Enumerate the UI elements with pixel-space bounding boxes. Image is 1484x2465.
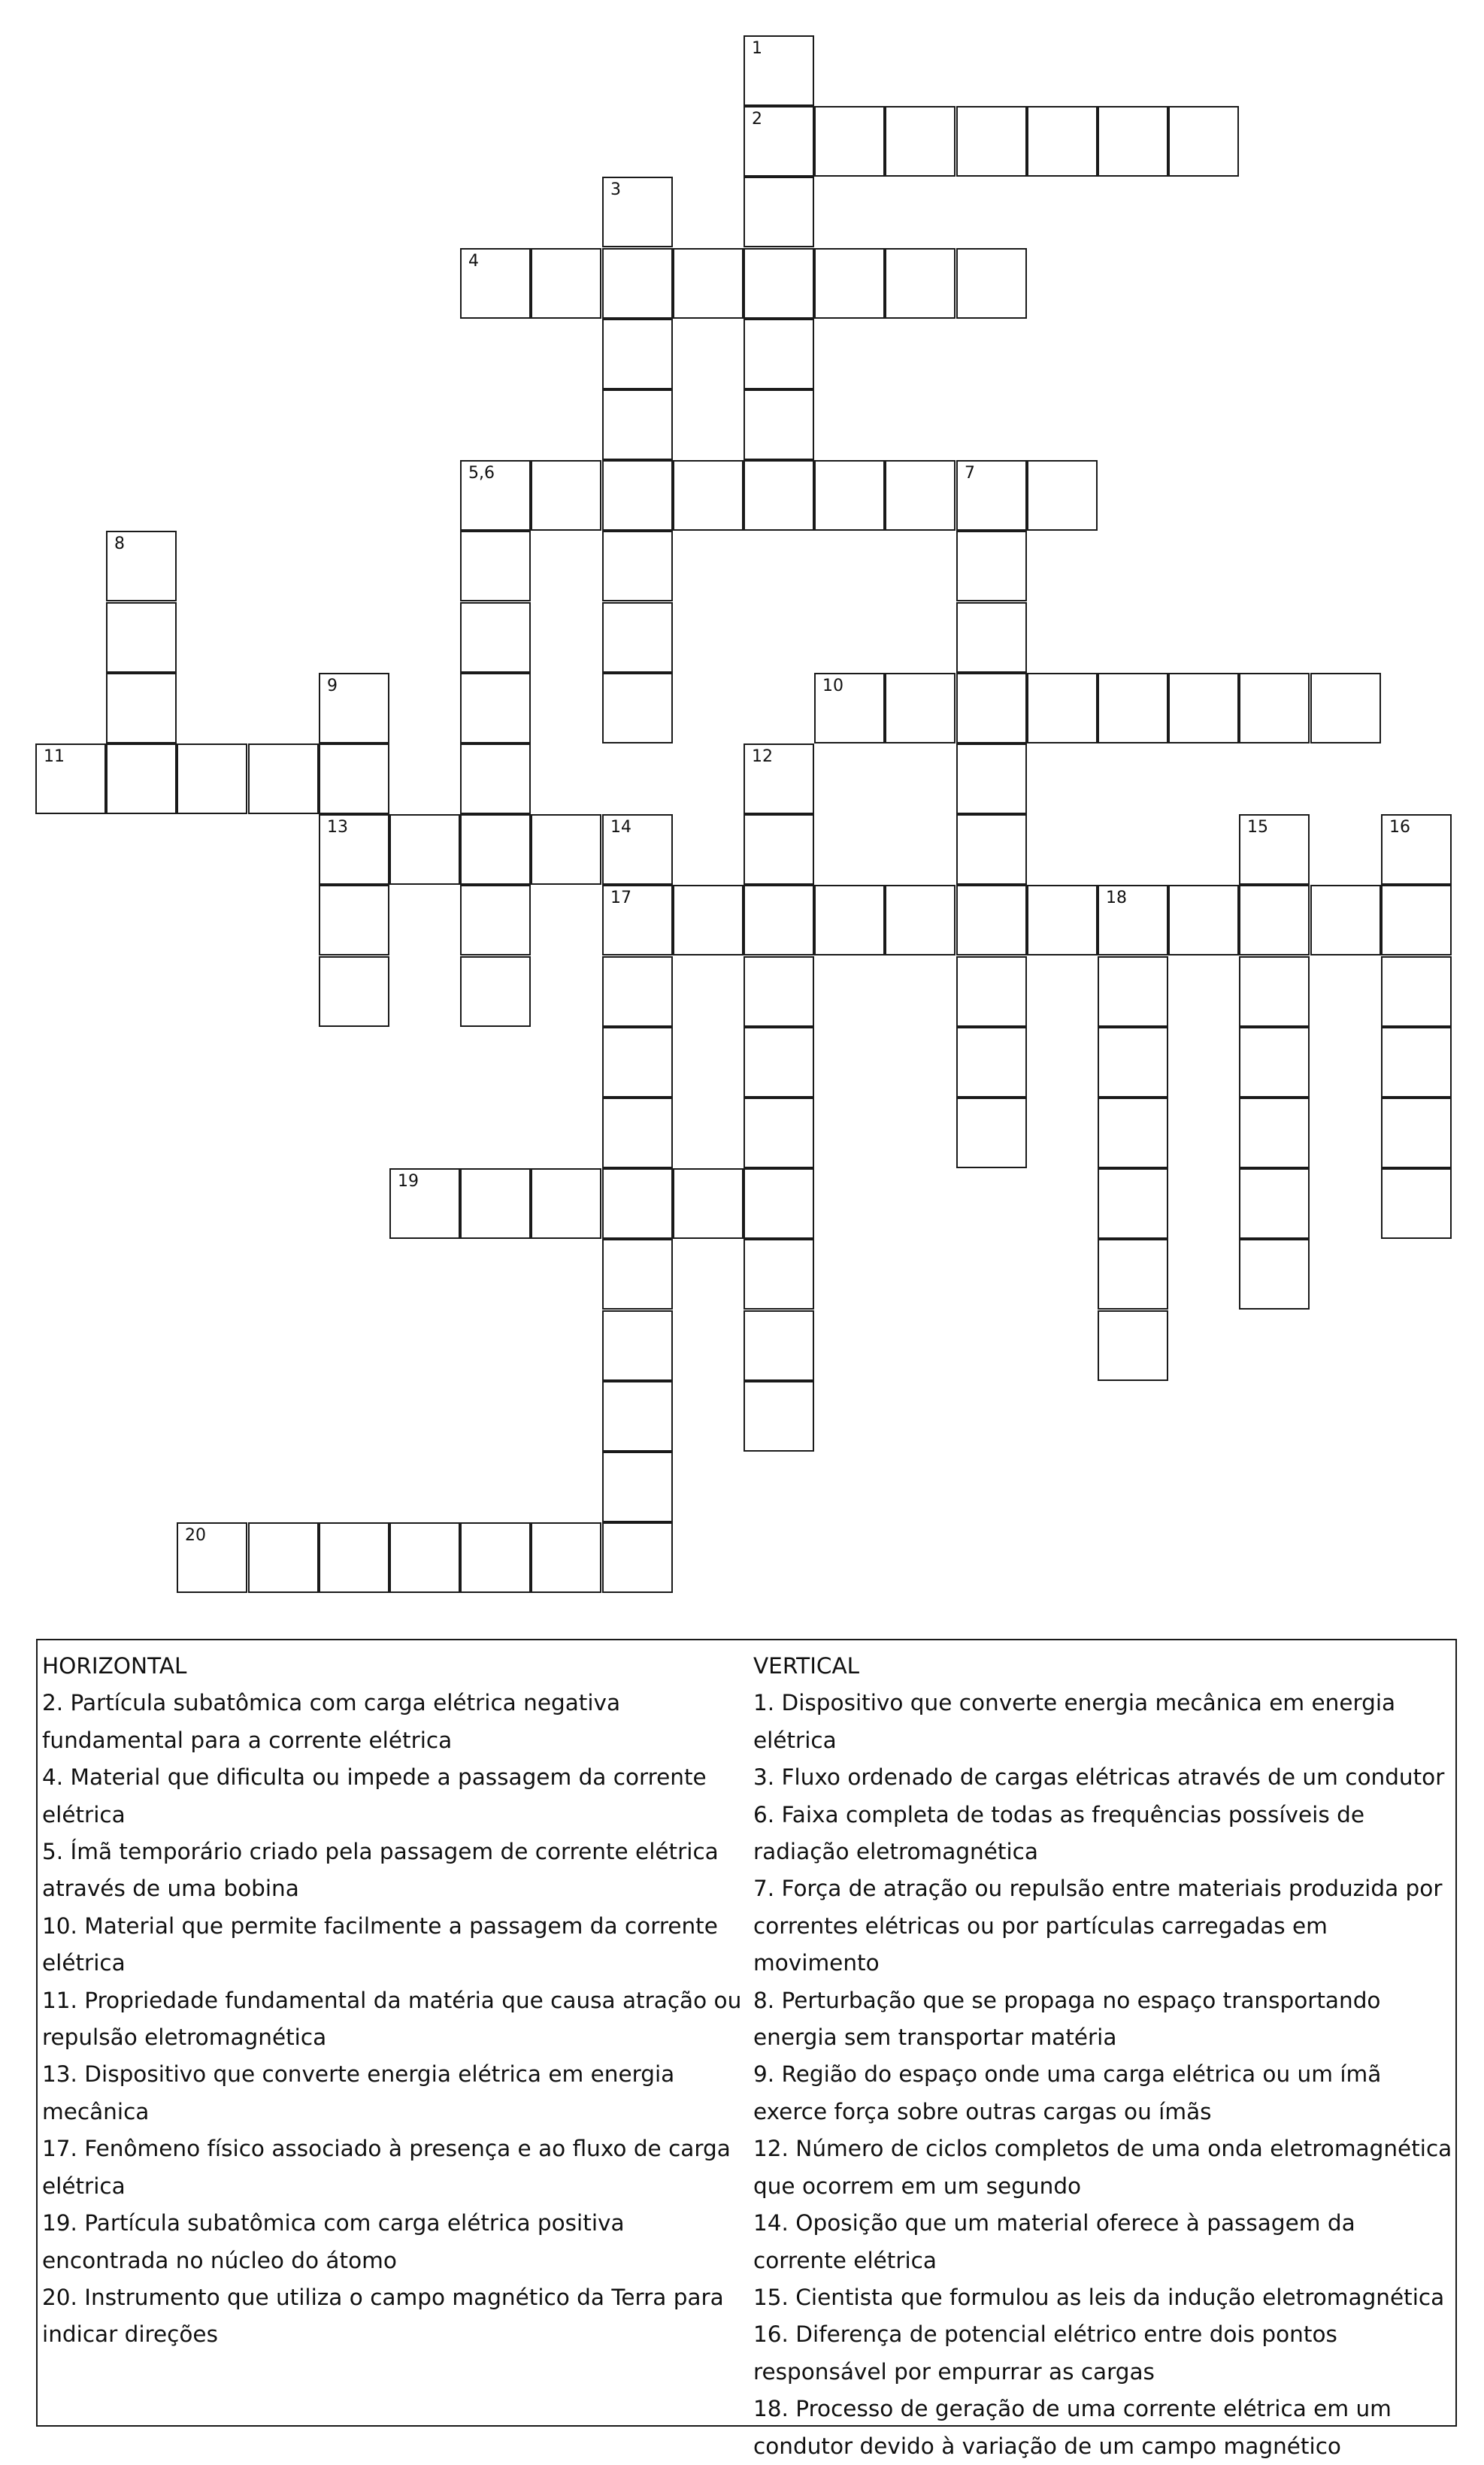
crossword-cell[interactable] [1239, 814, 1310, 885]
crossword-cell[interactable] [1168, 673, 1239, 743]
crossword-cell[interactable] [1027, 460, 1098, 531]
crossword-cell[interactable] [1098, 106, 1168, 177]
crossword-cell[interactable] [1381, 1168, 1452, 1239]
crossword-cell[interactable] [956, 956, 1027, 1027]
crossword-cell[interactable] [602, 1098, 673, 1168]
crossword-cell[interactable] [602, 319, 673, 389]
vertical-heading: VERTICAL [753, 1653, 860, 1679]
crossword-cell[interactable] [319, 814, 389, 885]
clue-h-17: 17. Fenômeno físico associado à presença e ao fluxo de carga elétrica [42, 2136, 731, 2199]
crossword-cell[interactable] [1098, 1168, 1168, 1239]
crossword-cell[interactable] [1310, 673, 1381, 743]
crossword-cell[interactable] [673, 460, 744, 531]
clue-number: 10 [822, 677, 843, 695]
crossword-cell[interactable] [602, 602, 673, 673]
clue-number: 11 [44, 747, 65, 766]
crossword-cell[interactable] [1381, 1098, 1452, 1168]
crossword-cell[interactable] [814, 673, 885, 743]
clue-v-9: 9. Região do espaço onde uma carga elétrica ou um ímã exerce força sobre outras cargas ou ímãs [753, 2061, 1382, 2124]
crossword-cell[interactable] [602, 1239, 673, 1310]
crossword-cell[interactable] [602, 956, 673, 1027]
crossword-cell[interactable] [744, 460, 814, 531]
clue-v-8: 8. Perturbação que se propaga no espaço transportando energia sem transportar matéria [753, 1987, 1381, 2051]
clue-number: 1 [752, 39, 762, 58]
crossword-cell[interactable] [744, 814, 814, 885]
crossword-cell[interactable] [744, 1168, 814, 1239]
crossword-cell[interactable] [744, 1239, 814, 1310]
crossword-cell[interactable] [602, 1027, 673, 1098]
crossword-cell[interactable] [885, 106, 956, 177]
clue-v-12: 12. Número de ciclos completos de uma onda eletromagnética que ocorrem em um segundo [753, 2136, 1452, 2199]
horizontal-heading: HORIZONTAL [42, 1653, 187, 1679]
crossword-cell[interactable] [531, 814, 601, 885]
crossword-cell[interactable] [389, 1168, 460, 1239]
crossword-cell[interactable] [744, 743, 814, 814]
crossword-cell[interactable] [460, 602, 531, 673]
crossword-cell[interactable] [1098, 1239, 1168, 1310]
clue-h-13: 13. Dispositivo que converte energia elétrica em energia mecânica [42, 2061, 675, 2124]
clue-number: 18 [1106, 889, 1127, 907]
crossword-cell[interactable] [602, 1381, 673, 1452]
crossword-cell[interactable] [744, 35, 814, 106]
clue-number: 12 [752, 747, 773, 766]
crossword-cell[interactable] [106, 673, 177, 743]
crossword-cell[interactable] [460, 1168, 531, 1239]
crossword-cell[interactable] [177, 1522, 247, 1593]
crossword-cell[interactable] [1310, 885, 1381, 955]
crossword-cell[interactable] [602, 1452, 673, 1522]
crossword-cell[interactable] [602, 1168, 673, 1239]
crossword-cell[interactable] [744, 1098, 814, 1168]
clue-h-2: 2. Partícula subatômica com carga elétrica negativa fundamental para a corrente elétrica [42, 1690, 621, 1753]
crossword-cell[interactable] [744, 248, 814, 319]
clue-number: 15 [1247, 818, 1268, 837]
crossword-cell[interactable] [602, 460, 673, 531]
crossword-cell[interactable] [531, 1522, 601, 1593]
crossword-cell[interactable] [744, 956, 814, 1027]
clue-v-16: 16. Diferença de potencial elétrico entre dois pontos responsável por empurrar as cargas [753, 2321, 1337, 2385]
crossword-cell[interactable] [1168, 106, 1239, 177]
crossword-cell[interactable] [602, 531, 673, 601]
clue-number: 8 [114, 534, 125, 553]
crossword-cell[interactable] [956, 885, 1027, 955]
crossword-cell[interactable] [1239, 1027, 1310, 1098]
crossword-cell[interactable] [1168, 885, 1239, 955]
crossword-cell[interactable] [1239, 956, 1310, 1027]
clue-v-6: 6. Faixa completa de todas as frequências possíveis de radiação eletromagnética [753, 1801, 1364, 1865]
crossword-cell[interactable] [673, 248, 744, 319]
clue-h-5: 5. Ímã temporário criado pela passagem de corrente elétrica através de uma bobina [42, 1839, 719, 1902]
crossword-cell[interactable] [1098, 885, 1168, 955]
crossword-cell[interactable] [460, 1522, 531, 1593]
clue-v-15: 15. Cientista que formulou as leis da indução eletromagnética [753, 2284, 1445, 2310]
clues-box [36, 1639, 1457, 2459]
crossword-cell[interactable] [460, 460, 531, 531]
clue-number: 13 [327, 818, 348, 837]
crossword-cell[interactable] [1098, 1027, 1168, 1098]
crossword-cell[interactable] [814, 248, 885, 319]
crossword-cell[interactable] [956, 460, 1027, 531]
crossword-cell[interactable] [531, 460, 601, 531]
crossword-cell[interactable] [1381, 1027, 1452, 1098]
crossword-cell[interactable] [35, 743, 106, 814]
crossword-cell[interactable] [744, 319, 814, 389]
clue-v-7: 7. Força de atração ou repulsão entre materiais produzida por correntes elétricas ou por partículas carregadas em movimento [753, 1876, 1443, 1976]
crossword-cell[interactable] [956, 602, 1027, 673]
crossword-cell[interactable] [602, 1522, 673, 1593]
crossword-cell[interactable] [602, 389, 673, 460]
crossword-cell[interactable] [602, 885, 673, 955]
crossword-cell[interactable] [1027, 673, 1098, 743]
crossword-cell[interactable] [460, 956, 531, 1027]
crossword-cell[interactable] [106, 531, 177, 601]
crossword-cell[interactable] [460, 531, 531, 601]
crossword-cell[interactable] [106, 743, 177, 814]
crossword-cell[interactable] [1381, 885, 1452, 955]
crossword-cell[interactable] [602, 248, 673, 319]
crossword-cell[interactable] [248, 743, 319, 814]
crossword-cell[interactable] [814, 885, 885, 955]
crossword-cell[interactable] [602, 814, 673, 885]
clue-v-18: 18. Processo de geração de uma corrente elétrica em um condutor devido à variação de um campo magnético [753, 2396, 1392, 2459]
crossword-cell[interactable] [956, 1027, 1027, 1098]
crossword-cell[interactable] [319, 885, 389, 955]
crossword-cell[interactable] [602, 1310, 673, 1381]
clue-number: 5,6 [468, 464, 495, 483]
clue-number: 16 [1389, 818, 1410, 837]
clue-number: 9 [327, 677, 338, 695]
crossword-cell[interactable] [956, 531, 1027, 601]
crossword-cell[interactable] [389, 1522, 460, 1593]
crossword-cell[interactable] [956, 106, 1027, 177]
crossword-cell[interactable] [744, 1310, 814, 1381]
crossword-cell[interactable] [885, 460, 956, 531]
clue-h-10: 10. Material que permite facilmente a passagem da corrente elétrica [42, 1912, 718, 1976]
clue-number: 4 [468, 252, 479, 271]
crossword-cell[interactable] [1098, 673, 1168, 743]
crossword-cell[interactable] [1239, 1168, 1310, 1239]
crossword-cell[interactable] [744, 1027, 814, 1098]
crossword-cell[interactable] [460, 814, 531, 885]
clue-h-4: 4. Material que dificulta ou impede a passagem da corrente elétrica [42, 1764, 707, 1828]
crossword-cell[interactable] [956, 673, 1027, 743]
crossword-cell[interactable] [1239, 885, 1310, 955]
crossword-cell[interactable] [319, 1522, 389, 1593]
crossword-cell[interactable] [1098, 956, 1168, 1027]
crossword-cell[interactable] [1239, 1239, 1310, 1310]
clue-v-1: 1. Dispositivo que converte energia mecânica em energia elétrica [753, 1690, 1396, 1753]
crossword-cell[interactable] [1381, 814, 1452, 885]
crossword-cell[interactable] [531, 1168, 601, 1239]
crossword-cell[interactable] [389, 814, 460, 885]
clue-number: 14 [610, 818, 631, 837]
clue-number: 3 [610, 180, 621, 199]
crossword-cell[interactable] [814, 106, 885, 177]
crossword-cell[interactable] [885, 673, 956, 743]
crossword-cell[interactable] [1239, 1098, 1310, 1168]
crossword-cell[interactable] [1098, 1098, 1168, 1168]
crossword-cell[interactable] [885, 248, 956, 319]
crossword-cell[interactable] [1239, 673, 1310, 743]
crossword-cell[interactable] [177, 743, 247, 814]
crossword-cell[interactable] [460, 885, 531, 955]
clue-h-11: 11. Propriedade fundamental da matéria que causa atração ou repulsão eletromagnética [42, 1987, 742, 2051]
clue-number: 7 [965, 464, 975, 483]
clue-number: 20 [185, 1526, 206, 1545]
crossword-cell[interactable] [744, 177, 814, 247]
crossword-cell[interactable] [602, 177, 673, 247]
crossword-cell[interactable] [460, 673, 531, 743]
crossword-cell[interactable] [460, 743, 531, 814]
crossword-cell[interactable] [531, 248, 601, 319]
clue-h-19: 19. Partícula subatômica com carga elétrica positiva encontrada no núcleo do átomo [42, 2210, 625, 2273]
crossword-cell[interactable] [673, 1168, 744, 1239]
crossword-cell[interactable] [744, 885, 814, 955]
crossword-cell[interactable] [956, 1098, 1027, 1168]
crossword-cell[interactable] [744, 106, 814, 177]
clue-v-14: 14. Oposição que um material oferece à passagem da corrente elétrica [753, 2210, 1355, 2273]
crossword-cell[interactable] [673, 885, 744, 955]
clue-v-3: 3. Fluxo ordenado de cargas elétricas através de um condutor [753, 1764, 1445, 1791]
crossword-cell[interactable] [744, 1381, 814, 1452]
crossword-cell[interactable] [248, 1522, 319, 1593]
crossword-cell[interactable] [885, 885, 956, 955]
crossword-cell[interactable] [319, 743, 389, 814]
crossword-cell[interactable] [319, 956, 389, 1027]
clue-number: 2 [752, 110, 762, 129]
crossword-cell[interactable] [106, 602, 177, 673]
horizontal-clues [42, 1648, 749, 2354]
crossword-cell[interactable] [1027, 106, 1098, 177]
crossword-cell[interactable] [744, 389, 814, 460]
crossword-cell[interactable] [460, 248, 531, 319]
crossword-cell[interactable] [319, 673, 389, 743]
crossword-cell[interactable] [956, 248, 1027, 319]
clue-number: 17 [610, 889, 631, 907]
vertical-clues [753, 1648, 1452, 2465]
crossword-cell[interactable] [602, 673, 673, 743]
crossword-cell[interactable] [956, 743, 1027, 814]
crossword-cell[interactable] [1381, 956, 1452, 1027]
crossword-cell[interactable] [956, 814, 1027, 885]
crossword-cell[interactable] [814, 460, 885, 531]
crossword-cell[interactable] [1098, 1310, 1168, 1381]
clue-number: 19 [398, 1172, 419, 1191]
crossword-cell[interactable] [1027, 885, 1098, 955]
clue-h-20: 20. Instrumento que utiliza o campo magnético da Terra para indicar direções [42, 2284, 724, 2348]
